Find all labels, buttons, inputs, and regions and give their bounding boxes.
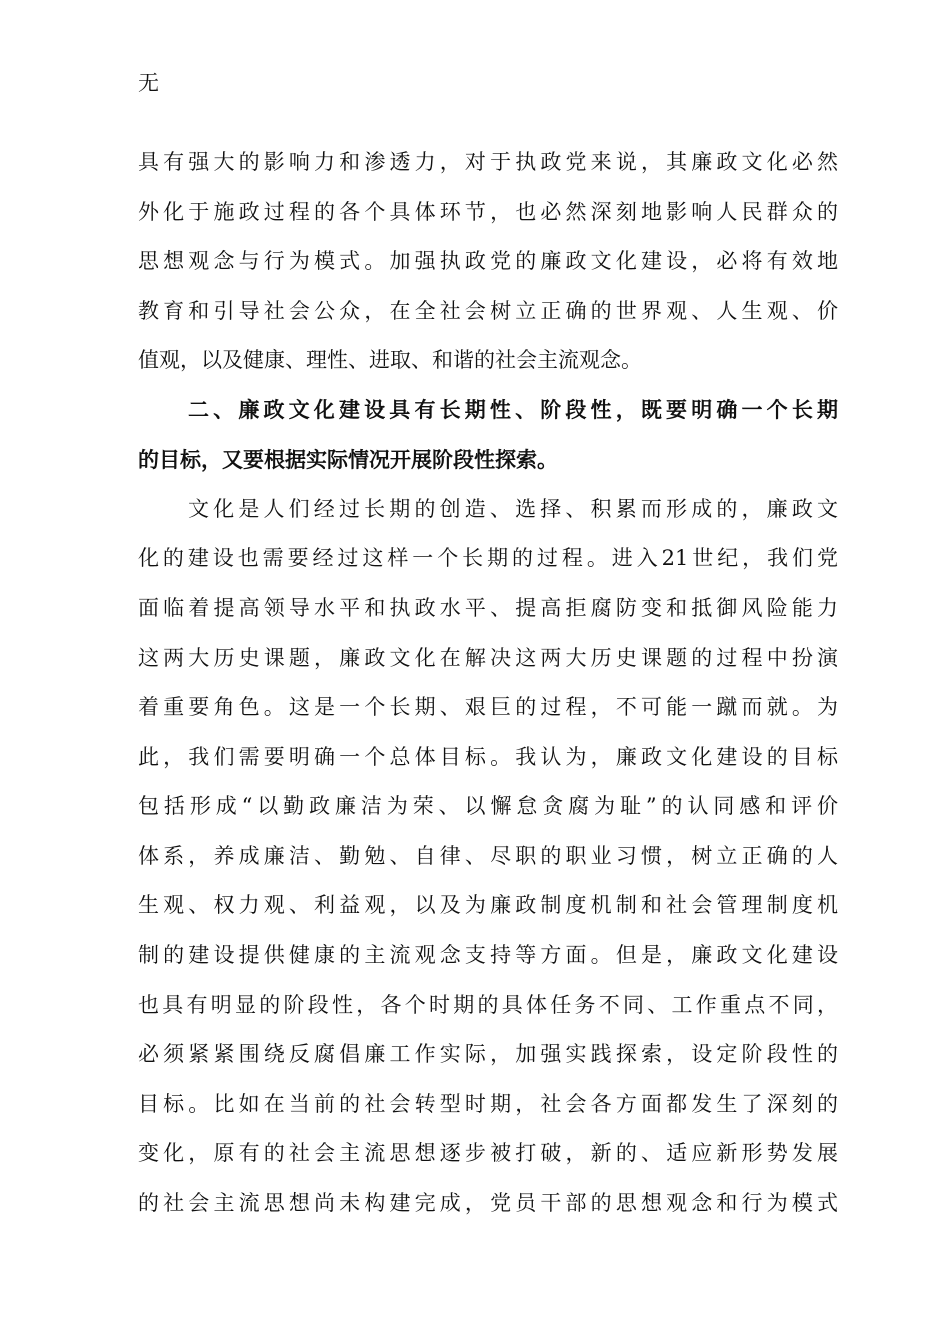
- paragraph-line: 教育和引导社会公众，在全社会树立正确的世界观、人生观、价: [138, 299, 838, 323]
- continuation-char: 无: [138, 71, 159, 95]
- paragraph-line: 值观，以及健康、理性、进取、和谐的社会主流观念。: [138, 348, 642, 372]
- section-heading-line: 二、廉政文化建设具有长期性、阶段性，既要明确一个长期: [188, 397, 838, 422]
- paragraph-line: 体系，养成廉洁、勤勉、自律、尽职的职业习惯，树立正确的人: [138, 844, 838, 868]
- paragraph-line: 面临着提高领导水平和执政水平、提高拒腐防变和抵御风险能力: [138, 596, 838, 620]
- paragraph-line: 思想观念与行为模式。加强执政党的廉政文化建设，必将有效地: [138, 249, 838, 273]
- paragraph-line: 具有强大的影响力和渗透力，对于执政党来说，其廉政文化必然: [138, 150, 838, 174]
- paragraph-line: 目标。比如在当前的社会转型时期，社会各方面都发生了深刻的: [138, 1092, 838, 1116]
- paragraph-line: 变化，原有的社会主流思想逐步被打破，新的、适应新形势发展: [138, 1141, 838, 1165]
- section-heading-line: 的目标，又要根据实际情况开展阶段性探索。: [138, 447, 558, 472]
- paragraph-line: 必须紧紧围绕反腐倡廉工作实际，加强实践探索，设定阶段性的: [138, 1042, 838, 1066]
- paragraph-line: 的社会主流思想尚未构建完成，党员干部的思想观念和行为模式: [138, 1191, 838, 1215]
- paragraph-line: 这两大历史课题，廉政文化在解决这两大历史课题的过程中扮演: [138, 646, 838, 670]
- paragraph-line: 也具有明显的阶段性，各个时期的具体任务不同、工作重点不同，: [138, 993, 838, 1017]
- paragraph-line: 生观、权力观、利益观，以及为廉政制度机制和社会管理制度机: [138, 893, 838, 917]
- paragraph-line: 化的建设也需要经过这样一个长期的过程。进入21世纪，我们党: [138, 546, 838, 570]
- paragraph-line: 着重要角色。这是一个长期、艰巨的过程，不可能一蹴而就。为: [138, 695, 838, 719]
- paragraph-line: 外化于施政过程的各个具体环节，也必然深刻地影响人民群众的: [138, 200, 838, 224]
- paragraph-line: 文化是人们经过长期的创造、选择、积累而形成的，廉政文: [188, 497, 838, 521]
- paragraph-line: 此，我们需要明确一个总体目标。我认为，廉政文化建设的目标: [138, 745, 838, 769]
- paragraph-line: 制的建设提供健康的主流观念支持等方面。但是，廉政文化建设: [138, 943, 838, 967]
- paragraph-line: 包括形成“以勤政廉洁为荣、以懈怠贪腐为耻”的认同感和评价: [138, 794, 838, 818]
